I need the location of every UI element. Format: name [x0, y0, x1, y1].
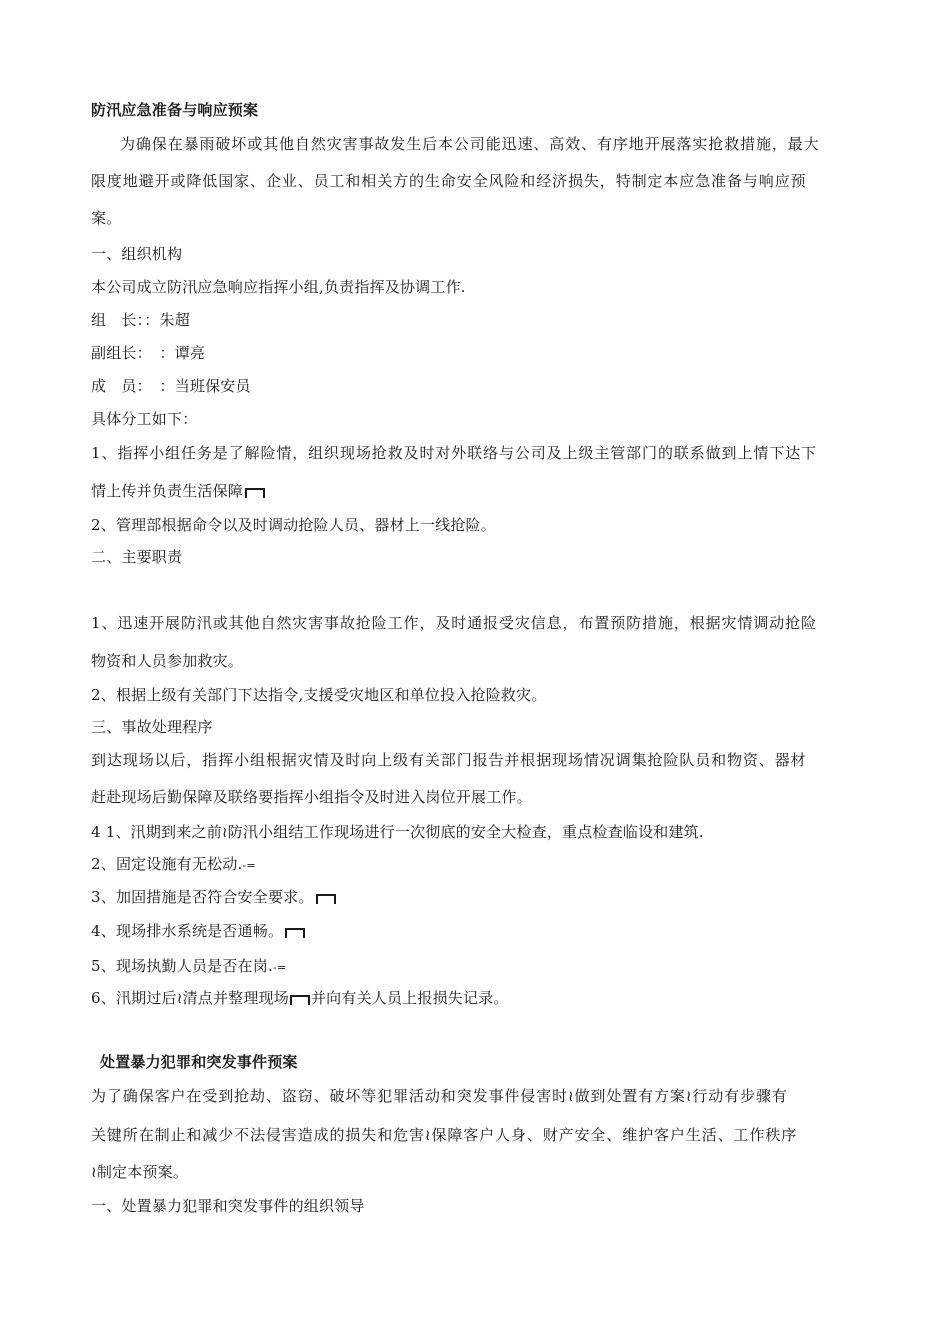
- check-item-5: [91, 955, 871, 979]
- duty-1-line-1: 1、迅速开展防汛或其他自然灾害事故抢险工作，及时通报受灾信息，布置预防措施，根据灾情调动抢险: [91, 614, 817, 632]
- section2-title: 处置暴力犯罪和突发事件预案: [100, 1053, 298, 1071]
- procedure-text-line-1: 到达现场以后，指挥小组根据灾情及时向上级有关部门报告并根据现场情况调集抢险队员和物资、器材: [91, 751, 807, 769]
- check-item-5-text: 5、现场执勤人员是否在岗.: [91, 957, 273, 975]
- division-item-1-text: 情上传并负责生活保障: [91, 482, 244, 500]
- check-item-1: 4 1、汛期到来之前≀防汛小组结工作现场进行一次彻底的安全大检查，重点检查临设和建筑.: [91, 823, 704, 841]
- check-item-3: [91, 886, 871, 908]
- section1-intro-line-3: 案。: [91, 209, 122, 227]
- org-text: 本公司成立防汛应急响应指挥小组,负责指挥及协调工作.: [91, 278, 466, 296]
- division-heading: 具体分工如下：: [91, 410, 198, 428]
- check-item-5-mark: -=: [272, 961, 287, 974]
- org-heading: 一、组织机构: [91, 245, 183, 263]
- section1-intro-line-1: 为确保在暴雨破坏或其他自然灾害事故发生后本公司能迅速、高效、有序地开展落实抢救措施，最大: [120, 135, 820, 153]
- section2-intro-line-3: ≀制定本预案。: [91, 1163, 189, 1181]
- section2-org-heading: 一、处置暴力犯罪和突发事件的组织领导: [91, 1197, 365, 1215]
- check-item-6-text-a: 6、汛期过后≀清点并整理现场: [91, 989, 289, 1007]
- section1-title: 防汛应急准备与响应预案: [91, 101, 259, 119]
- check-item-3-text: 3、加固措施是否符合安全要求。: [91, 888, 314, 906]
- procedure-text-line-2: 赶赴现场后勤保障及联络要指挥小组指令及时进入岗位开展工作。: [91, 788, 532, 806]
- check-item-2: [91, 853, 871, 877]
- team-deputy: 副组长： ：谭亮: [91, 344, 206, 362]
- check-item-6: [91, 987, 871, 1009]
- bracket-mark: [245, 488, 265, 498]
- check-item-2-mark: -=: [242, 859, 256, 872]
- duties-heading: 二、主要职责: [91, 548, 183, 566]
- division-item-1-line-2: [91, 480, 871, 502]
- team-members: 成 员： ：当班保安员: [91, 377, 251, 395]
- bracket-mark: [316, 894, 336, 904]
- duty-2: 2、根据上级有关部门下达指令,支援受灾地区和单位投入抢险救灾。: [91, 686, 547, 704]
- procedure-heading: 三、事故处理程序: [91, 718, 213, 736]
- bracket-mark: [290, 995, 310, 1005]
- team-leader: 组 长：：朱超: [91, 311, 190, 329]
- check-item-6-text-b: 并向有关人员上报损失记录。: [310, 989, 509, 1007]
- check-item-4: [91, 920, 871, 942]
- bracket-mark: [285, 928, 305, 938]
- check-item-2-text: 2、固定设施有无松动.: [91, 855, 243, 873]
- section2-intro-line-1: 为了确保客户在受到抢劫、盗窃、破坏等犯罪活动和突发事件侵害时≀做到处置有方案≀行动有步骤有: [91, 1087, 788, 1105]
- check-item-4-text: 4、现场排水系统是否通畅。: [91, 922, 284, 940]
- division-item-1-line-1: 1、指挥小组任务是了解险情，组织现场抢救及时对外联络与公司及上级主管部门的联系做到上情下达下: [91, 444, 817, 462]
- division-item-2: 2、管理部根据命令以及时调动抢险人员、器材上一线抢险。: [91, 516, 496, 534]
- section2-intro-line-2: 关键所在制止和减少不法侵害造成的损失和危害≀保障客户人身、财产安全、维护客户生活、工作秩序: [91, 1126, 798, 1144]
- section1-intro-line-2: 限度地避开或降低国家、企业、员工和相关方的生命安全风险和经济损失，特制定本应急准备与响应预: [91, 172, 807, 190]
- duty-1-line-2: 物资和人员参加救灾。: [91, 652, 244, 670]
